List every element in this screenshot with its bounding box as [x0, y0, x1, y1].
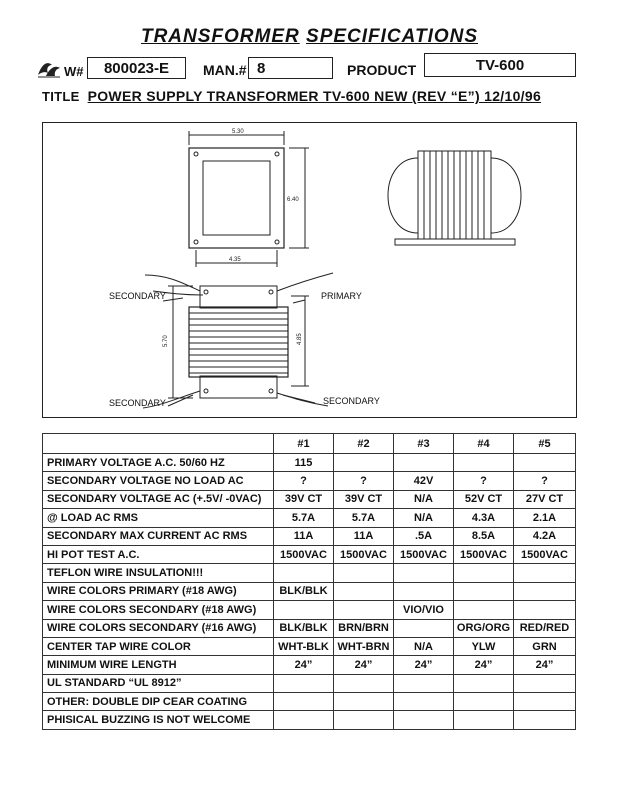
table-cell: [514, 582, 576, 600]
table-cell: 1500VAC: [454, 545, 514, 563]
w-number-field: 800023-E: [87, 57, 186, 79]
table-row: [43, 656, 576, 674]
table-cell: BLK/BLK: [274, 582, 334, 600]
table-cell: [514, 601, 576, 619]
dim-width-top: 5.30: [232, 129, 244, 135]
label-secondary-bottom-right: SECONDARY: [323, 396, 380, 406]
table-cell: 11A: [334, 527, 394, 545]
table-row: [43, 564, 576, 582]
table-cell: ?: [274, 472, 334, 490]
table-cell: 24”: [514, 656, 576, 674]
table-cell: [394, 582, 454, 600]
product-field: TV-600: [424, 53, 576, 77]
dim-height-inner: 4.85: [297, 333, 303, 345]
table-cell: YLW: [454, 637, 514, 655]
w-label: W#: [64, 64, 84, 79]
table-cell: 115: [274, 454, 334, 472]
table-cell: [454, 674, 514, 692]
title-value: POWER SUPPLY TRANSFORMER TV-600 NEW (REV “E”) 12/10/96: [87, 88, 542, 104]
table-cell: [394, 619, 454, 637]
label-secondary-bottom-left: SECONDARY: [109, 398, 166, 408]
column-header: #3: [394, 434, 454, 454]
table-cell: ?: [334, 472, 394, 490]
table-cell: [394, 674, 454, 692]
table-row: [43, 601, 576, 619]
table-cell: 24”: [274, 656, 334, 674]
dim-height-right: 6.40: [287, 197, 299, 203]
table-cell: [454, 582, 514, 600]
title-line: [42, 88, 541, 104]
table-row: [43, 490, 576, 508]
label-secondary-top: SECONDARY: [109, 291, 166, 301]
table-cell: 4.2A: [514, 527, 576, 545]
table-cell: [274, 601, 334, 619]
table-row: [43, 545, 576, 563]
table-cell: [394, 564, 454, 582]
table-cell: [514, 693, 576, 711]
row-label: MINIMUM WIRE LENGTH: [43, 656, 274, 674]
row-label: TEFLON WIRE INSULATION!!!: [43, 564, 274, 582]
dim-height-left: 5.70: [163, 335, 169, 347]
table-cell: 42V: [394, 472, 454, 490]
column-header: #5: [514, 434, 576, 454]
table-cell: [454, 711, 514, 729]
table-row: [43, 454, 576, 472]
table-row: [43, 693, 576, 711]
title-part1: TRANSFORMER: [140, 26, 300, 47]
row-label: SECONDARY MAX CURRENT AC RMS: [43, 527, 274, 545]
table-cell: 52V CT: [454, 490, 514, 508]
man-label: MAN.#: [203, 62, 247, 78]
table-cell: [394, 711, 454, 729]
title-label: TITLE: [42, 89, 80, 104]
table-cell: 2.1A: [514, 509, 576, 527]
label-primary: PRIMARY: [321, 291, 362, 301]
table-cell: 1500VAC: [394, 545, 454, 563]
row-label: WIRE COLORS SECONDARY (#18 AWG): [43, 601, 274, 619]
table-cell: BRN/BRN: [334, 619, 394, 637]
column-header: #4: [454, 434, 514, 454]
table-cell: N/A: [394, 490, 454, 508]
table-cell: 24”: [454, 656, 514, 674]
row-label: CENTER TAP WIRE COLOR: [43, 637, 274, 655]
table-row: [43, 619, 576, 637]
table-cell: VIO/VIO: [394, 601, 454, 619]
table-header-row: [43, 434, 576, 454]
table-cell: [274, 564, 334, 582]
table-cell: [514, 564, 576, 582]
table-cell: 11A: [274, 527, 334, 545]
table-cell: BLK/BLK: [274, 619, 334, 637]
table-cell: [334, 693, 394, 711]
table-row: [43, 472, 576, 490]
title-part2: SPECIFICATIONS: [306, 26, 479, 47]
table-cell: 24”: [394, 656, 454, 674]
man-number-field: 8: [248, 57, 333, 79]
table-cell: [334, 711, 394, 729]
table-cell: [334, 454, 394, 472]
column-header: #2: [334, 434, 394, 454]
table-cell: [514, 711, 576, 729]
table-cell: GRN: [514, 637, 576, 655]
table-cell: 5.7A: [274, 509, 334, 527]
spec-table: [42, 433, 576, 730]
product-label: PRODUCT: [347, 62, 417, 78]
table-cell: 1500VAC: [514, 545, 576, 563]
table-row: [43, 674, 576, 692]
page-title: [0, 26, 619, 48]
table-cell: [454, 564, 514, 582]
table-cell: N/A: [394, 509, 454, 527]
row-label: @ LOAD AC RMS: [43, 509, 274, 527]
table-cell: [454, 454, 514, 472]
table-cell: WHT-BLK: [274, 637, 334, 655]
table-cell: [334, 564, 394, 582]
table-cell: RED/RED: [514, 619, 576, 637]
row-label: WIRE COLORS PRIMARY (#18 AWG): [43, 582, 274, 600]
table-row: [43, 527, 576, 545]
table-cell: 1500VAC: [274, 545, 334, 563]
table-cell: 39V CT: [334, 490, 394, 508]
table-cell: [514, 674, 576, 692]
table-cell: N/A: [394, 637, 454, 655]
row-label: PHISICAL BUZZING IS NOT WELCOME: [43, 711, 274, 729]
row-label: HI POT TEST A.C.: [43, 545, 274, 563]
row-label: UL STANDARD “UL 8912”: [43, 674, 274, 692]
table-cell: .5A: [394, 527, 454, 545]
row-label: OTHER: DOUBLE DIP CEAR COATING: [43, 693, 274, 711]
row-label: SECONDARY VOLTAGE NO LOAD AC: [43, 472, 274, 490]
table-cell: [334, 601, 394, 619]
dim-width-bottom: 4.35: [229, 257, 241, 263]
table-cell: [274, 711, 334, 729]
table-cell: [274, 693, 334, 711]
drawing-frame: [42, 122, 577, 418]
table-cell: ?: [514, 472, 576, 490]
table-cell: 5.7A: [334, 509, 394, 527]
table-row: [43, 711, 576, 729]
transformer-drawing: [43, 123, 575, 416]
table-cell: ORG/ORG: [454, 619, 514, 637]
table-row: [43, 582, 576, 600]
header-label-cell: [43, 434, 274, 454]
logo-icon: [36, 59, 62, 84]
table-row: [43, 509, 576, 527]
table-cell: 27V CT: [514, 490, 576, 508]
row-label: PRIMARY VOLTAGE A.C. 50/60 HZ: [43, 454, 274, 472]
table-row: [43, 637, 576, 655]
table-cell: [514, 454, 576, 472]
table-cell: [334, 674, 394, 692]
table-cell: [334, 582, 394, 600]
table-cell: [454, 693, 514, 711]
table-cell: 39V CT: [274, 490, 334, 508]
table-cell: ?: [454, 472, 514, 490]
table-cell: [394, 693, 454, 711]
table-cell: 8.5A: [454, 527, 514, 545]
table-cell: 24”: [334, 656, 394, 674]
table-cell: WHT-BRN: [334, 637, 394, 655]
table-cell: [274, 674, 334, 692]
table-cell: [394, 454, 454, 472]
row-label: WIRE COLORS SECONDARY (#16 AWG): [43, 619, 274, 637]
table-cell: [454, 601, 514, 619]
table-cell: 1500VAC: [334, 545, 394, 563]
table-cell: 4.3A: [454, 509, 514, 527]
column-header: #1: [274, 434, 334, 454]
row-label: SECONDARY VOLTAGE AC (+.5V/ -0VAC): [43, 490, 274, 508]
